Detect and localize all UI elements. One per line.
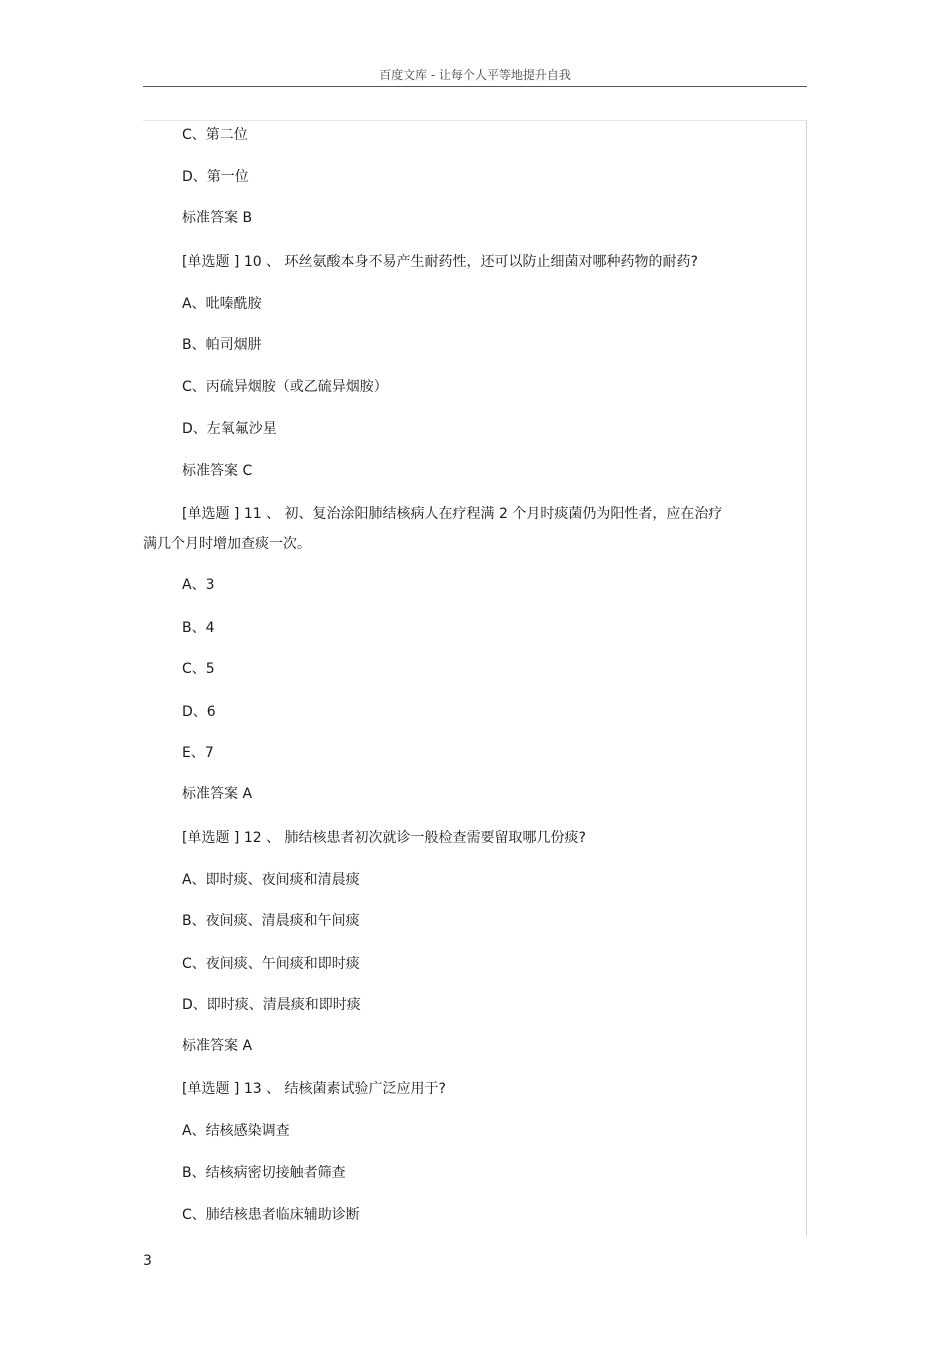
page-header: 百度文库 - 让每个人平等地提升自我 [379,68,571,82]
answer-option: A、即时痰、夜间痰和清晨痰 [182,872,360,888]
answer-option: C、第二位 [182,127,248,143]
question-text: [单选题 ] 11 、 初、复治涂阳肺结核病人在疗程满 2 个月时痰菌仍为阳性者，应在治疗 [182,506,723,522]
answer-option: A、吡嗪酰胺 [182,296,262,312]
question-text-continued: 满几个月时增加查痰一次。 [143,536,311,552]
answer-option: B、帕司烟肼 [182,337,262,353]
standard-answer: 标准答案 A [182,1038,253,1054]
answer-option: B、4 [182,620,215,636]
answer-option: B、夜间痰、清晨痰和午间痰 [182,913,360,929]
answer-option: A、3 [182,577,215,593]
header-rule [143,86,807,87]
standard-answer: 标准答案 B [182,210,253,226]
answer-option: E、7 [182,745,214,761]
answer-option: D、即时痰、清晨痰和即时痰 [182,997,361,1013]
answer-option: C、夜间痰、午间痰和即时痰 [182,956,360,972]
answer-option: C、丙硫异烟胺（或乙硫异烟胺） [182,379,388,395]
standard-answer: 标准答案 C [182,463,253,479]
question-text: [单选题 ] 13 、 结核菌素试验广泛应用于? [182,1081,446,1097]
answer-option: D、左氧氟沙星 [182,421,277,437]
answer-option: A、结核感染调查 [182,1123,290,1139]
answer-option: C、5 [182,661,215,677]
answer-option: D、6 [182,704,216,720]
answer-option: B、结核病密切接触者筛查 [182,1165,346,1181]
question-text: [单选题 ] 10 、 环丝氨酸本身不易产生耐药性，还可以防止细菌对哪种药物的耐药? [182,254,698,270]
answer-option: C、肺结核患者临床辅助诊断 [182,1207,360,1223]
answer-option: D、第一位 [182,169,249,185]
page-number: 3 [143,1253,152,1269]
question-text: [单选题 ] 12 、 肺结核患者初次就诊一般检查需要留取哪几份痰? [182,830,586,846]
content-frame-right [806,120,807,1236]
standard-answer: 标准答案 A [182,786,253,802]
